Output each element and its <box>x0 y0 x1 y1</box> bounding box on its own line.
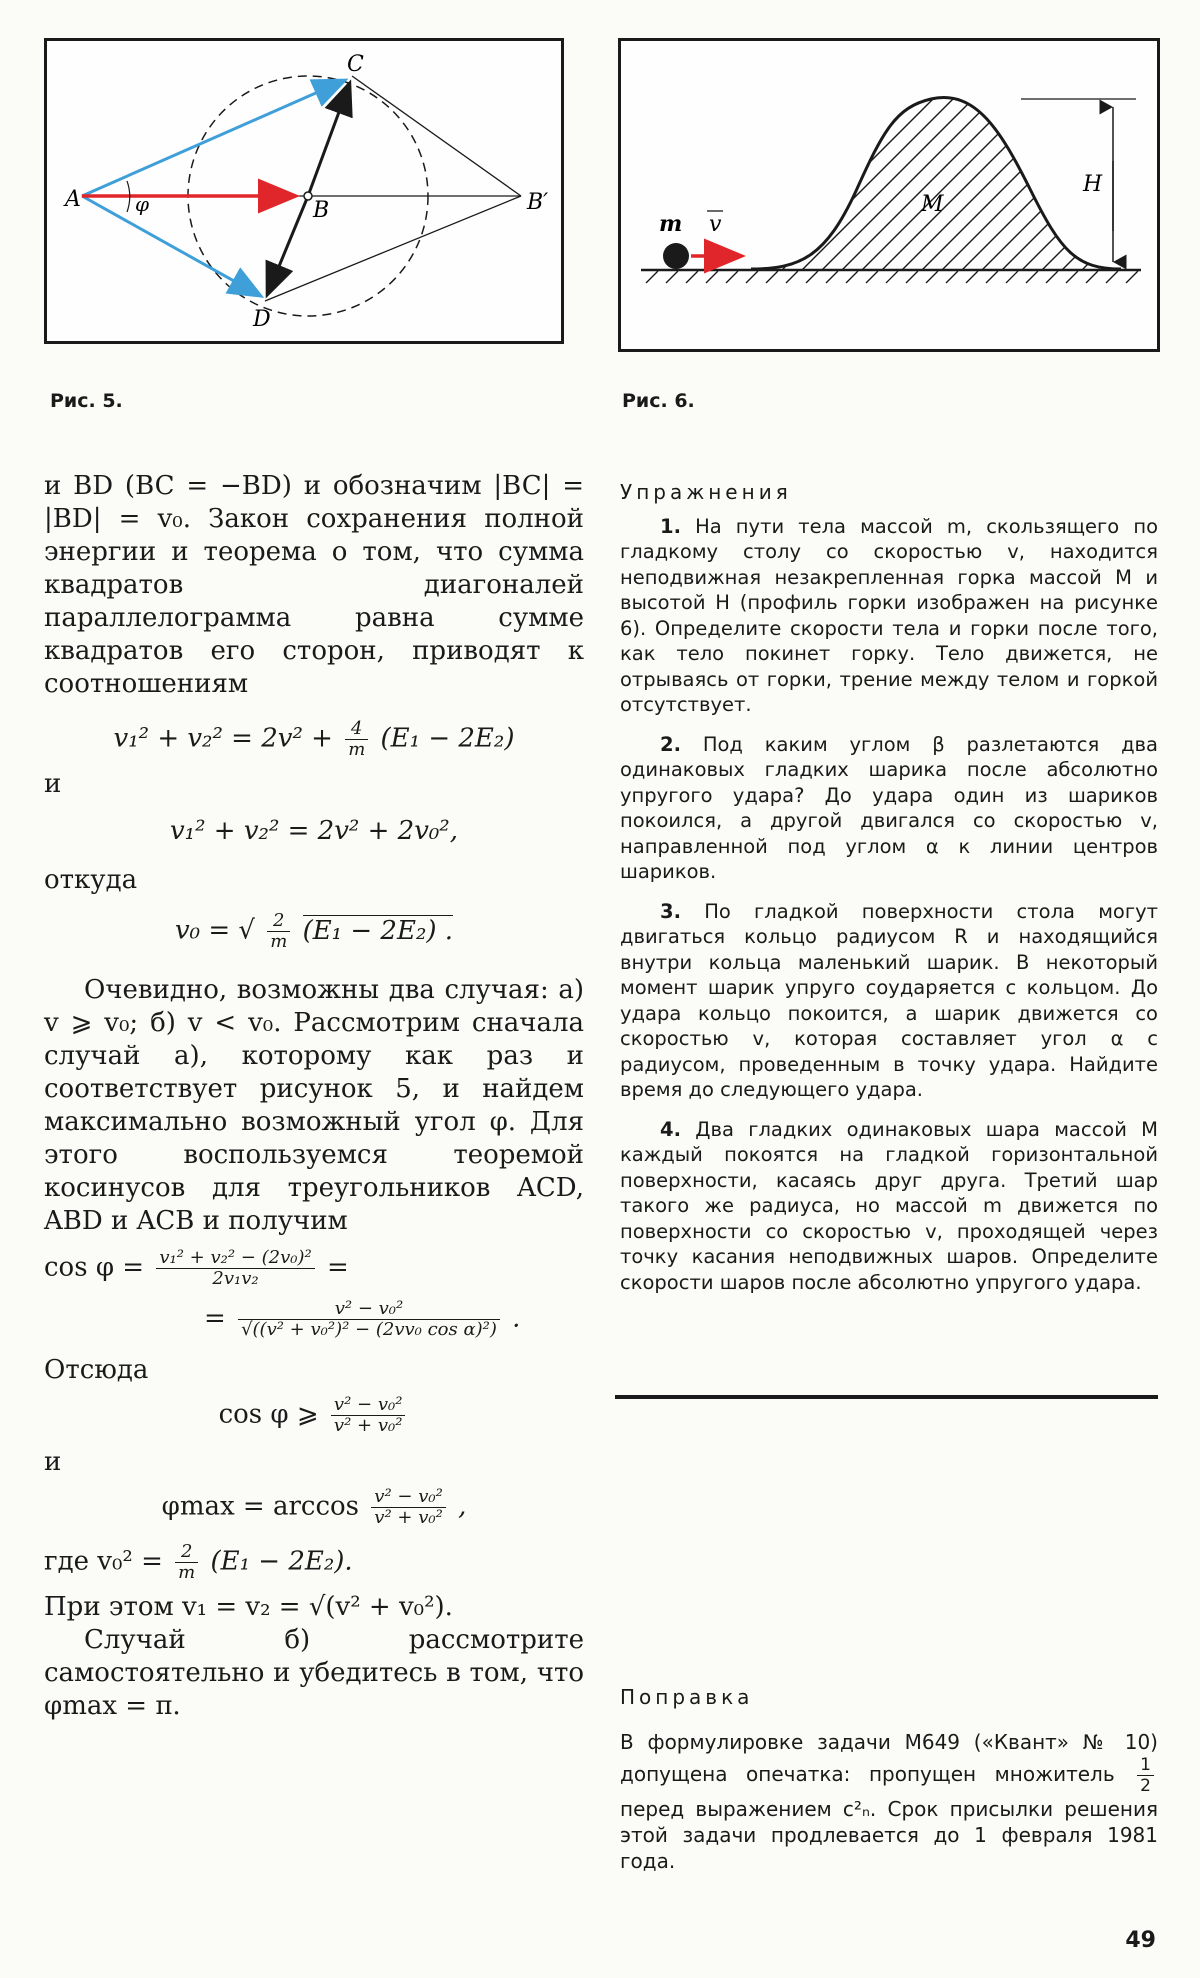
inequality-num: v² − v₀² <box>331 1395 406 1416</box>
label-v: v <box>709 212 722 237</box>
cos-2-num: v² − v₀² <box>238 1299 500 1320</box>
phi-max-den: v² + v₀² <box>374 1507 443 1528</box>
cos-1-den: 2v₁v₂ <box>212 1268 259 1289</box>
exercise-4 <box>620 1117 1158 1296</box>
cos-2-tail: . <box>512 1303 521 1334</box>
figure-5 <box>44 38 564 344</box>
inequality-lhs: cos φ ⩾ <box>218 1399 319 1430</box>
phi-max-lhs: φmax = arccos <box>161 1491 360 1522</box>
equation-1 <box>44 719 584 760</box>
equation-1-den: m <box>348 739 366 760</box>
equation-3-fraction <box>267 911 290 952</box>
label-H: H <box>1083 172 1103 197</box>
vector-BC <box>308 85 349 196</box>
correction-frac-num: 1 <box>1137 1755 1154 1776</box>
conjunction-and-2: и <box>44 1447 62 1477</box>
vector-AD <box>82 196 259 295</box>
label-M: M <box>921 192 944 217</box>
cos-1-num: v₁² + v₂² − (2v₀)² <box>156 1248 314 1269</box>
cos-equation-1 <box>44 1248 584 1289</box>
cos-2-lhs: = <box>204 1303 226 1334</box>
equation-3-num: 2 <box>267 911 290 932</box>
figure-6 <box>618 38 1160 352</box>
where-equation <box>44 1542 584 1583</box>
vector-AC <box>82 81 343 196</box>
label-A: A <box>65 187 81 212</box>
where-rhs: (E₁ − 2E₂). <box>210 1546 353 1577</box>
equation-1-fraction <box>345 719 368 760</box>
word-hence: Отсюда <box>44 1355 149 1385</box>
left-column <box>44 470 584 1723</box>
exercise-3 <box>620 899 1158 1103</box>
paragraph-3: Случай б) рассмотрите самостоятельно и убедитесь в том, что φmax = π. <box>44 1625 584 1721</box>
figure-5-caption: Рис. 5. <box>50 390 123 412</box>
exercise-1 <box>620 514 1158 718</box>
exercise-2 <box>620 732 1158 885</box>
where-den: m <box>178 1562 196 1583</box>
label-B-prime: B′ <box>527 190 549 215</box>
cos-2-fraction <box>238 1299 500 1340</box>
point-B <box>304 192 312 200</box>
phi-max-tail: , <box>458 1491 467 1522</box>
exercises-heading: Упражнения <box>620 480 792 504</box>
exercise-1-text: На пути тела массой m, скользящего по гладкому столу со скоростью v, находится неподвижная незакрепленная горка массой M и высотой H (профиль горки изображен на рисунке 6). Определите скорости тела и горки после того, как тело покинет горку. Тело движется, не отрываясь от горки, трение между телом и горкой отсутствует. <box>620 514 1159 716</box>
paragraph-2: Очевидно, возможны два случая: а) v ⩾ v₀; б) v < v₀. Рассмотрим сначала случай а), которому как раз и соответствует рисунок 5, и найдем максимально возможный угол φ. Для этого воспользуемся теоремой косинусов для треугольников ACD, ABD и ACB и получим <box>44 975 584 1236</box>
cos-1-tail: = <box>326 1252 349 1283</box>
label-phi: φ <box>135 192 150 216</box>
inequality-den: v² + v₀² <box>333 1415 403 1436</box>
section-divider <box>615 1395 1158 1399</box>
where-num: 2 <box>175 1542 198 1563</box>
vector-BD <box>268 196 308 293</box>
phi-max-equation <box>44 1487 584 1528</box>
cos-2-den: √((v² + v₀²)² − (2vv₀ cos α)²) <box>241 1319 497 1340</box>
line-CB-prime <box>352 76 521 196</box>
label-C: C <box>347 52 364 77</box>
correction-text-1: В формулировке задачи М649 («Квант» № 10) допущена опечатка: пропущен множитель <box>620 1729 1158 1786</box>
word-whence: откуда <box>44 865 138 895</box>
phi-max-num: v² − v₀² <box>371 1487 446 1508</box>
correction-fraction <box>1137 1755 1154 1796</box>
equation-1-rhs: (E₁ − 2E₂) <box>380 723 515 754</box>
where-fraction <box>175 1542 198 1583</box>
correction-text <box>620 1729 1158 1874</box>
inequality <box>44 1395 584 1436</box>
correction-section <box>620 1685 1158 1888</box>
correction-heading: Поправка <box>620 1685 754 1709</box>
exercise-4-number: 4. <box>660 1117 681 1141</box>
then-line: При этом v₁ = v₂ = √(v² + v₀²). <box>44 1592 453 1622</box>
equation-3-den: m <box>270 931 288 952</box>
exercise-2-text: Под каким углом β разлетаются два одинаковых гладких шарика после абсолютно упругого удара? До удара один из шариков покоился, а другой двигался со скоростью v, направленной под углом α к линии центров шариков. <box>620 732 1158 883</box>
exercise-1-number: 1. <box>660 514 681 538</box>
exercise-4-text: Два гладких одинаковых шара массой M каждый покоятся на гладкой горизонтальной поверхности, касаясь друг друга. Третий шар такого же радиуса, но массой m движется по поверхности со скоростью v, проходящей через точку касания неподвижных шаров. Определите скорости шаров после абсолютно упругого удара. <box>620 1117 1159 1294</box>
label-m: m <box>659 211 683 237</box>
hill-profile <box>751 98 1121 269</box>
ground-hatching <box>646 271 1138 283</box>
cos-equation-2 <box>204 1299 584 1340</box>
conjunction-and-1: и <box>44 769 62 799</box>
equation-3-rhs: (E₁ − 2E₂) . <box>302 915 454 946</box>
correction-frac-den: 2 <box>1140 1775 1151 1796</box>
cos-1-fraction <box>156 1248 314 1289</box>
page-number: 49 <box>1125 1928 1156 1953</box>
equation-1-num: 4 <box>345 719 368 740</box>
equation-3 <box>44 911 584 952</box>
cos-1-lhs: cos φ = <box>44 1252 145 1283</box>
figure-5-diagram <box>47 41 561 341</box>
exercise-3-number: 3. <box>660 899 681 923</box>
phi-max-fraction <box>371 1487 446 1528</box>
label-D: D <box>253 307 271 332</box>
paragraph-1: и BD (BC = −BD) и обозначим |BC| = |BD| = v₀. Закон сохранения полной энергии и теорема о том, что сумма квадратов диагоналей параллелограмма равна сумме квадратов его сторон, приводят к соотношениям <box>44 471 584 699</box>
label-B: B <box>313 198 330 223</box>
where-lhs: где v₀² = <box>44 1546 163 1577</box>
ball-m <box>663 243 689 269</box>
hill-hatching <box>651 61 1157 301</box>
exercise-2-number: 2. <box>660 732 681 756</box>
exercises-section <box>620 480 1158 1309</box>
equation-2: v₁² + v₂² = 2v² + 2v₀², <box>169 816 458 846</box>
figure-6-diagram <box>621 41 1157 349</box>
equation-3-lhs: v₀ = √ <box>174 915 255 946</box>
figure-6-caption: Рис. 6. <box>622 390 695 412</box>
correction-text-2: перед выражением c²ₙ. Срок присылки решения этой задачи продлевается до 1 февраля 1981 года. <box>620 1796 1158 1873</box>
equation-1-lhs: v₁² + v₂² = 2v² + <box>113 723 333 754</box>
exercise-3-text: По гладкой поверхности стола могут двигаться кольцо радиусом R и находящийся внутри кольца маленький шарик. В некоторый момент шарик упруго соударяется с кольцом. До удара кольцо покоится, а шарик движется со скоростью v, которая составляет угол α с радиусом, проведенным в точку удара. Найдите время до следующего удара. <box>620 899 1158 1101</box>
line-DB-prime <box>265 196 521 301</box>
inequality-fraction <box>331 1395 406 1436</box>
